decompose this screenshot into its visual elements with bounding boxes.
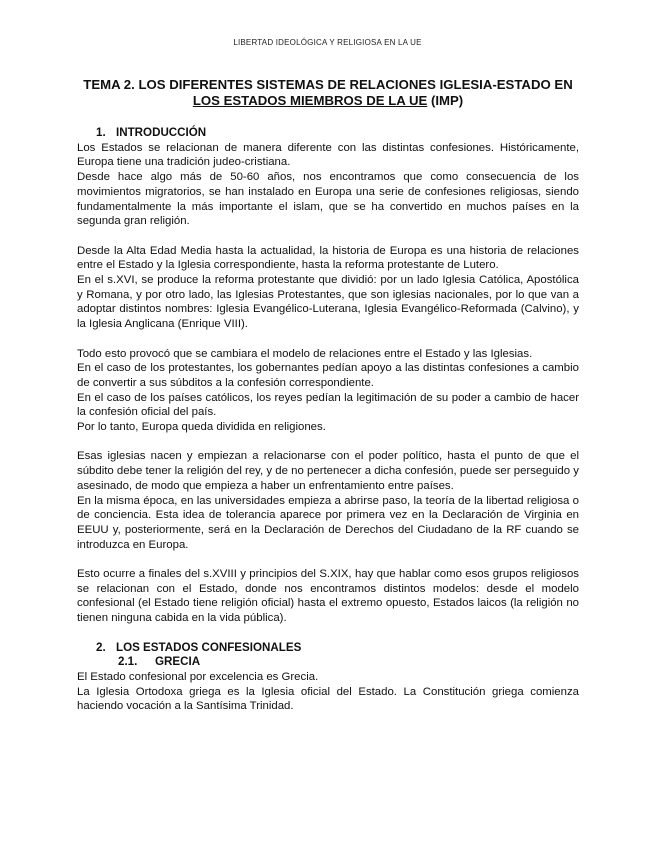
paragraph: Esas iglesias nacen y empiezan a relacionarse con el poder político, hasta el punto de que el súbdito debe tener la religión del rey, y de no pertenecer a dicha confesión, puede ser perseguido y asesinado, de modo que empieza a haber un enfrentamiento entre países. — [77, 450, 579, 492]
paragraph: Todo esto provocó que se cambiara el modelo de relaciones entre el Estado y las Iglesias. — [77, 347, 533, 360]
section-title: INTRODUCCIÓN — [116, 126, 207, 139]
paragraph: Desde la Alta Edad Media hasta la actualidad, la historia de Europa es una historia de relaciones entre el Estado y la Iglesia correspondiente, hasta la reforma protestante de Lutero. — [77, 244, 579, 272]
document-title — [77, 77, 579, 109]
title-underlined-text: LOS ESTADOS MIEMBROS DE LA UE — [192, 93, 428, 108]
section-title: LOS ESTADOS CONFESIONALES — [116, 640, 302, 654]
paragraph: El Estado confesional por excelencia es Grecia. — [77, 670, 319, 683]
paragraph: Los Estados se relacionan de manera diferente con las distintas confesiones. Históricamente, Europa tiene una tradición judeo-cristiana. — [77, 141, 579, 169]
paragraph: En el caso de los protestantes, los gobernantes pedían apoyo a las distintas confesiones a cambio de convertir a sus súbditos a la confesión correspondiente. — [77, 362, 579, 389]
subsection-heading-grecia — [77, 655, 579, 670]
paragraph: En la misma época, en las universidades empieza a abrirse paso, la teoría de la libertad religiosa o de conciencia. Esta idea de tolerancia aparece por primera vez en la Declaración de Virginia en EEUU y, posteriormente, será en la Declaración de Derechos del Ciudadano de la RF cuando se introduzca en Europa. — [77, 494, 579, 551]
paragraph: En el s.XVI, se produce la reforma protestante que dividió: por un lado Iglesia Católica, Apostólica y Romana, y por otro lado, las Iglesias Protestantes, que son iglesias nacionales, por lo que van a adoptar distintos nombres: Iglesia Evangélico-Luterana, Iglesia Evangélico-Reformada (Calvino), y la Iglesia Anglicana (Enrique VIII). — [77, 274, 579, 331]
section-number: 2. — [96, 640, 106, 654]
document-body — [77, 126, 579, 714]
paragraph: Esto ocurre a finales del s.XVIII y principios del S.XIX, hay que hablar como esos grupos religiosos se relacionan con el Estado, donde nos encontramos distintos modelos: desde el modelo confesional (el Estado tiene religión oficial) hasta el extremo opuesto, Estados laicos (la religión no tienen ninguna cabida en la vida pública). — [77, 568, 579, 625]
title-line-1: TEMA 2. LOS DIFERENTES SISTEMAS DE RELACIONES IGLESIA-ESTADO EN — [83, 77, 573, 92]
subsection-number: 2.1. — [118, 655, 138, 669]
paragraph: Por lo tanto, Europa queda dividida en religiones. — [77, 421, 326, 434]
paragraph: La Iglesia Ortodoxa griega es la Iglesia oficial del Estado. La Constitución griega comienza haciendo vocación a la Santísima Trinidad. — [77, 685, 579, 713]
running-header: LIBERTAD IDEOLÓGICA Y RELIGIOSA EN LA UE — [233, 38, 422, 47]
section-number: 1. — [96, 126, 106, 139]
subsection-title: GRECIA — [155, 655, 201, 669]
section-heading-estados-confesionales — [77, 641, 579, 656]
title-suffix: (IMP) — [427, 93, 464, 108]
paragraph: Desde hace algo más de 50-60 años, nos encontramos que como consecuencia de los movimientos migratorios, se han instalado en Europa una serie de confesiones religiosas, siendo fundamentalmente la más importante el islam, que se ha convertido en muchos países en la segunda gran religión. — [77, 171, 579, 228]
paragraph: En el caso de los países católicos, los reyes pedían la legitimación de su poder a cambio de hacer la confesión oficial del país. — [77, 391, 579, 419]
title-line-2 — [77, 93, 579, 109]
section-heading-introduccion — [77, 126, 579, 141]
